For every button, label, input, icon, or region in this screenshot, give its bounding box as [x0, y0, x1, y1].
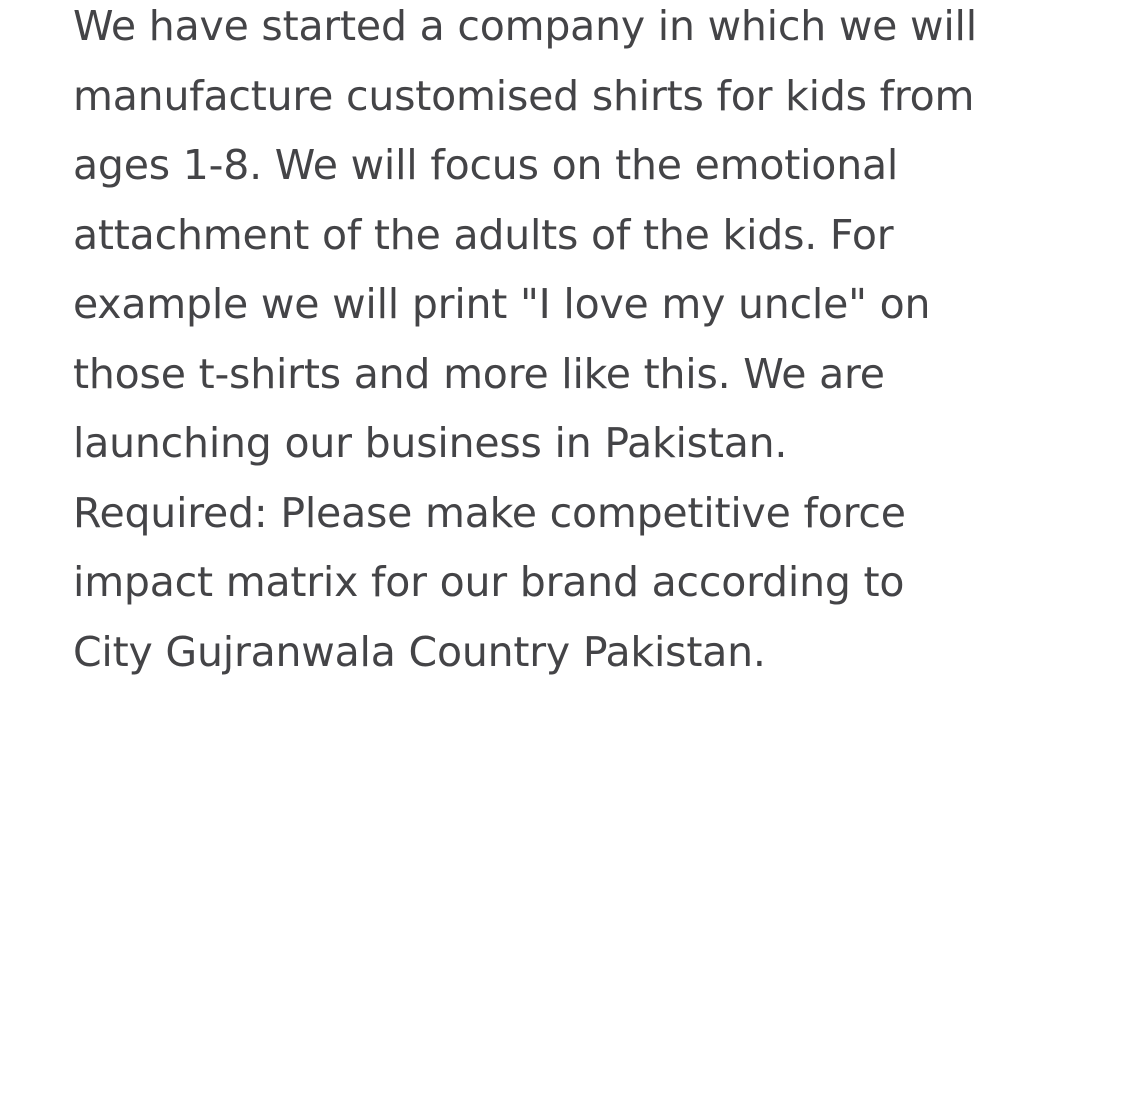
note-line: We have started a company in which we will [73, 2, 977, 50]
note-line: ages 1-8. We will focus on the emotional [73, 141, 899, 189]
note-line: City Gujranwala Country Pakistan. [73, 627, 766, 676]
note-line: manufacture customised shirts for kids from [73, 71, 975, 120]
note-line: launching our business in Pakistan. [73, 419, 788, 467]
note-line: those t-shirts and more like this. We are [73, 349, 885, 398]
note-line: attachment of the adults of the kids. For [73, 210, 894, 259]
note-line: example we will print "I love my uncle" on [73, 280, 931, 328]
note-body [73, 0, 1093, 687]
note-line: Required: Please make competitive force [73, 488, 906, 537]
note-line: impact matrix for our brand according to [73, 558, 905, 606]
